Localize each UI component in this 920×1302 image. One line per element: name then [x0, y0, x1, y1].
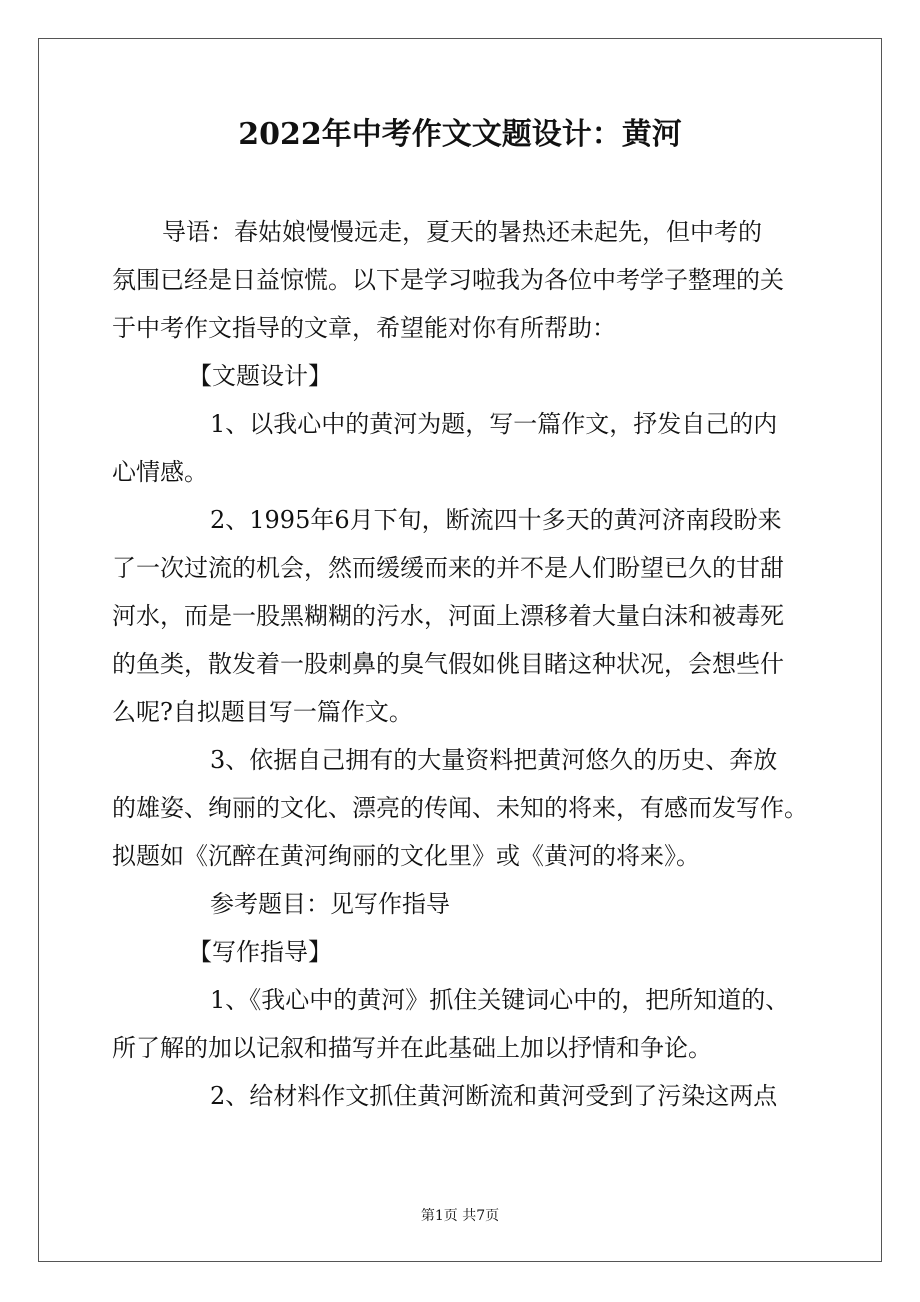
text-line: 心情感。 [112, 458, 208, 486]
text-line: 么呢?自拟题目写一篇作文。 [112, 698, 413, 726]
text-line: 氛围已经是日益惊慌。以下是学习啦我为各位中考学子整理的关 [112, 266, 784, 294]
text-line: 【写作指导】 [188, 938, 332, 966]
text-line: 2、1995年6月下旬，断流四十多天的黄河济南段盼来 [210, 506, 782, 534]
text-line: 3、依据自己拥有的大量资料把黄河悠久的历史、奔放 [210, 746, 778, 774]
text-line: 了一次过流的机会，然而缓缓而来的并不是人们盼望已久的甘甜 [112, 554, 784, 582]
text-line: 河水，而是一股黑糊糊的污水，河面上漂移着大量白沫和被毒死 [112, 602, 784, 630]
text-line: 于中考作文指导的文章，希望能对你有所帮助： [112, 314, 616, 342]
document-body [112, 208, 832, 1120]
text-line: 1、以我心中的黄河为题，写一篇作文，抒发自己的内 [210, 410, 778, 438]
text-line: 所了解的加以记叙和描写并在此基础上加以抒情和争论。 [112, 1034, 712, 1062]
text-line: 拟题如《沉醉在黄河绚丽的文化里》或《黄河的将来》。 [112, 842, 700, 870]
page-number: 第1页 共7页 [420, 1208, 500, 1224]
text-line: 1、《我心中的黄河》抓住关键词心中的，把所知道的、 [210, 986, 790, 1014]
text-line: 导语：春姑娘慢慢远走，夏天的暑热还未起先，但中考的 [162, 218, 762, 246]
document-title: 2022年中考作文文题设计：黄河 [238, 117, 682, 152]
text-line: 的鱼类，散发着一股刺鼻的臭气假如佻目睹这种状况，会想些什 [112, 650, 784, 678]
text-line: 参考题目：见写作指导 [210, 890, 450, 918]
text-line: 【文题设计】 [188, 362, 332, 390]
text-line: 2、给材料作文抓住黄河断流和黄河受到了污染这两点 [210, 1082, 778, 1110]
text-line: 的雄姿、绚丽的文化、漂亮的传闻、未知的将来，有感而发写作。 [112, 794, 808, 822]
